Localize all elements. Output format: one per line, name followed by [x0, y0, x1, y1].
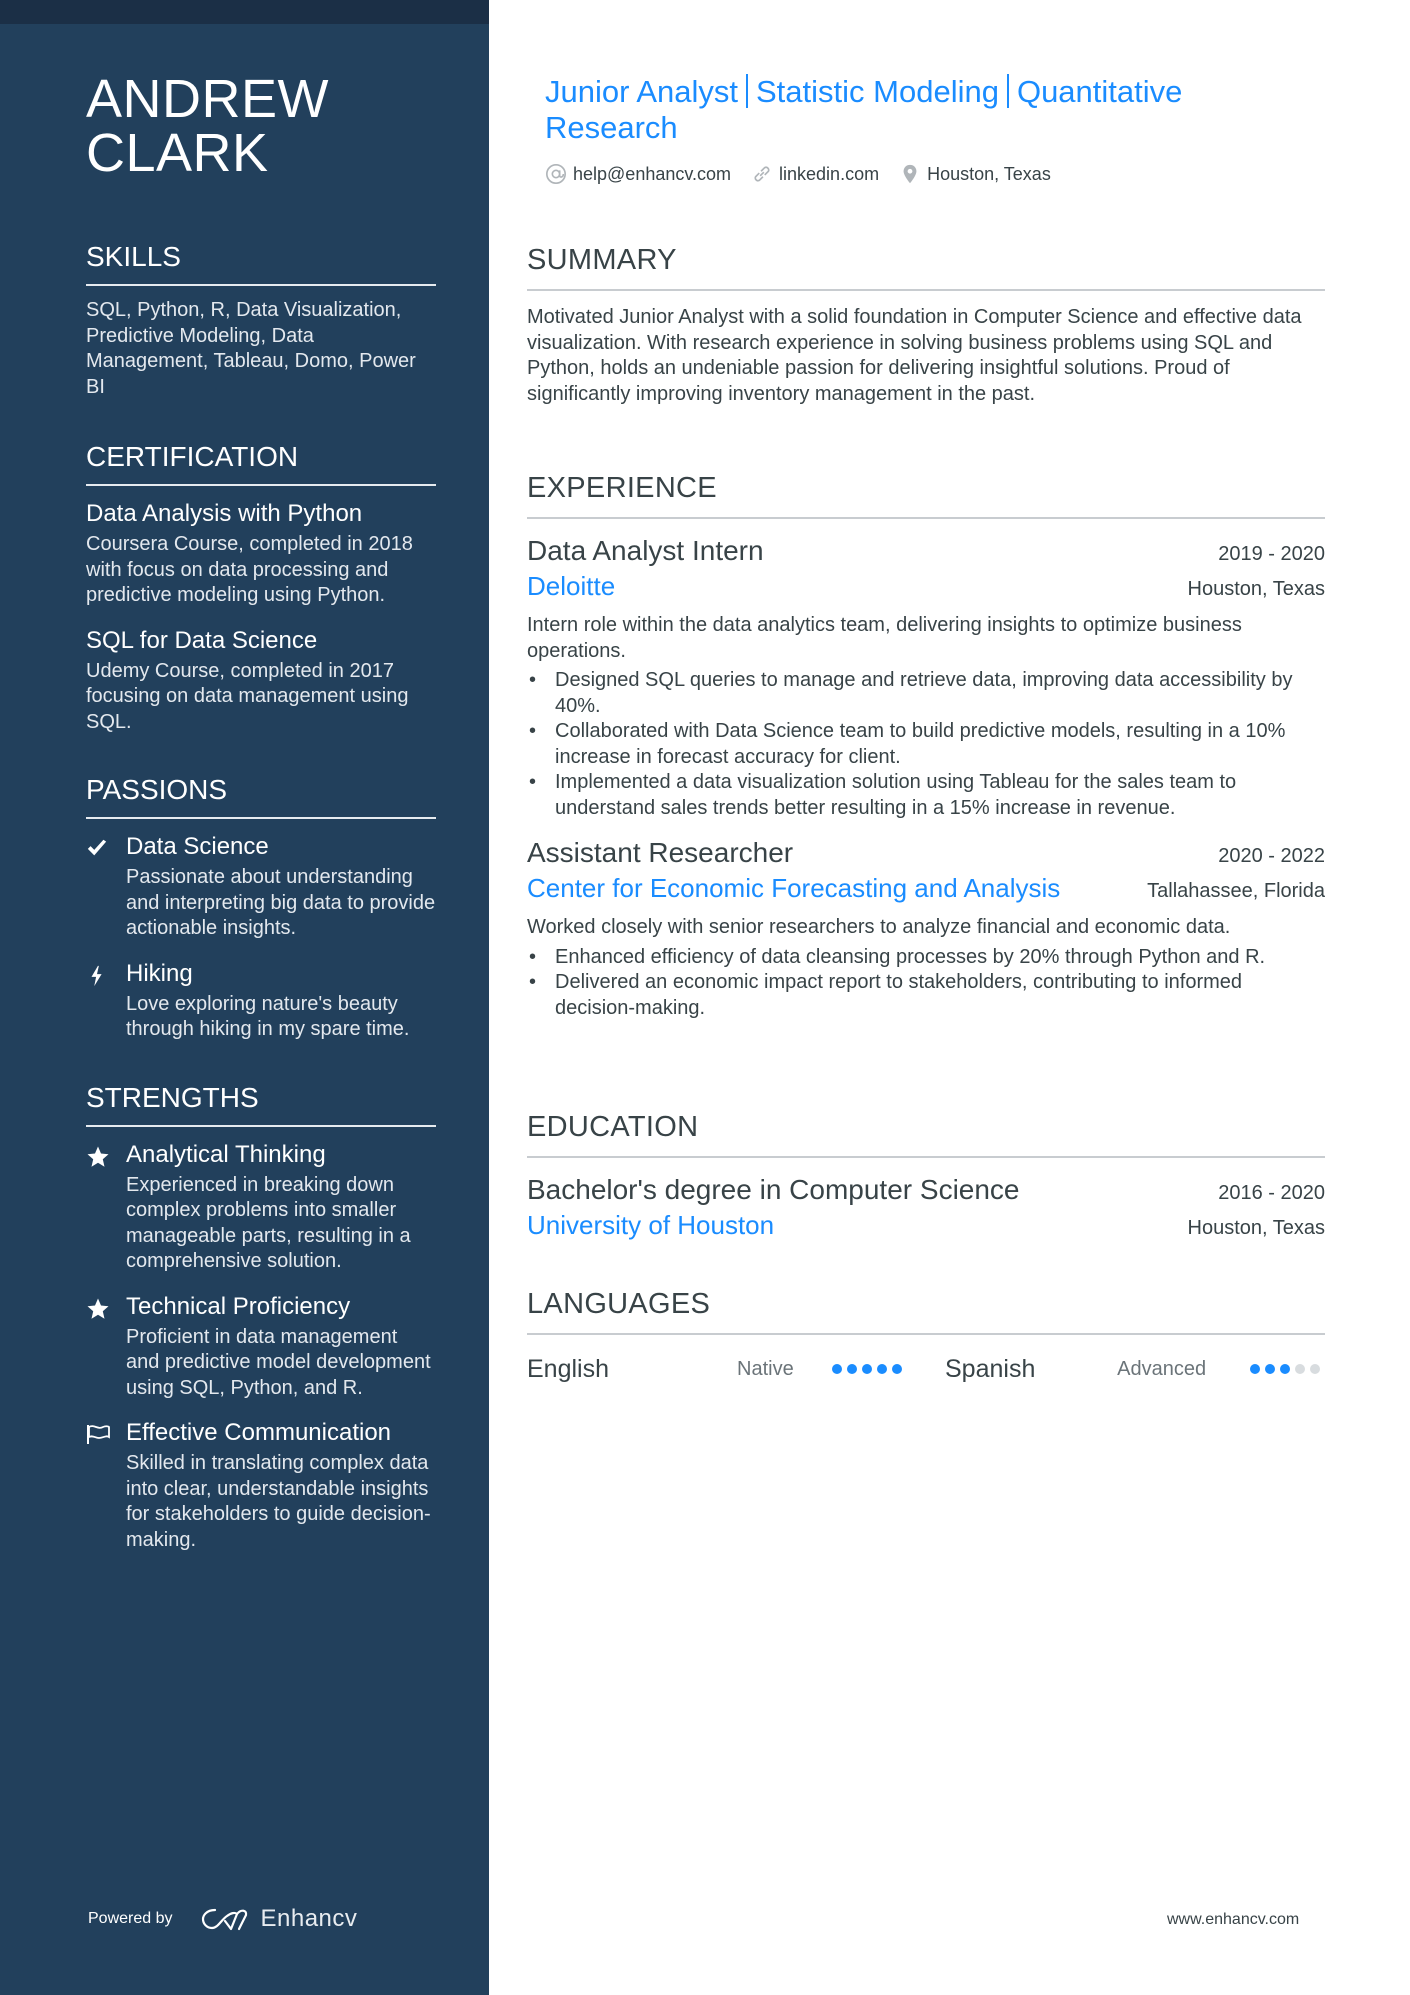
passion-description: Passionate about understanding and interpreting big data to provide actionable insights. [126, 866, 436, 939]
location-text: Houston, Texas [927, 163, 1051, 184]
footer-url[interactable]: www.enhancv.com [1167, 1911, 1300, 1928]
summary-title: SUMMARY [527, 243, 1325, 291]
rating-dot-filled [1280, 1364, 1290, 1374]
sidebar [0, 0, 489, 1995]
job-bullets [527, 945, 1325, 1022]
at-icon [545, 163, 567, 185]
passion-item [86, 831, 436, 942]
certification-item [86, 498, 436, 609]
powered-by [88, 1905, 357, 1933]
job-role: Assistant Researcher [527, 837, 794, 868]
contact-info [545, 163, 1071, 185]
job-dates: 2019 - 2020 [1218, 543, 1325, 565]
name-last: CLARK [86, 123, 269, 183]
headline-part: Junior Analyst [545, 74, 738, 109]
language-level: Native [737, 1357, 794, 1380]
certification-description: Coursera Course, completed in 2018 with focus on data processing and predictive modeling using Python. [86, 533, 413, 606]
strength-title: Analytical Thinking [126, 1140, 326, 1168]
star-icon [86, 1297, 110, 1321]
link-icon [751, 163, 773, 185]
job-dates: 2020 - 2022 [1218, 845, 1325, 867]
passion-title: Hiking [126, 959, 193, 987]
linkedin-text: linkedin.com [779, 163, 880, 184]
experience-entry [527, 533, 1325, 821]
bullet-item: • Designed SQL queries to manage and retrieve data, improving data accessibility by 40%. [527, 668, 1325, 719]
rating-dot-filled [832, 1364, 842, 1374]
star-icon [86, 1145, 110, 1169]
contact-linkedin[interactable] [751, 163, 879, 185]
strength-description: Skilled in translating complex data into clear, understandable insights for stakeholders to guide decision-making. [126, 1452, 431, 1551]
certification-section [86, 440, 436, 735]
languages-row [527, 1349, 1325, 1389]
strengths-section [86, 1081, 436, 1554]
job-location: Tallahassee, Florida [1147, 880, 1325, 902]
passions-title: PASSIONS [86, 773, 436, 819]
certification-description: Udemy Course, completed in 2017 focusing on data management using SQL. [86, 659, 409, 733]
experience-section [527, 471, 1325, 1035]
name-first: ANDREW [86, 69, 329, 129]
rating-dot-filled [877, 1364, 887, 1374]
lightning-bolt-icon [86, 964, 110, 988]
rating-dot-filled [892, 1364, 902, 1374]
education-dates: 2016 - 2020 [1218, 1182, 1325, 1204]
rating-dot-empty [1295, 1364, 1305, 1374]
rating-dot-filled [862, 1364, 872, 1374]
certification-name: SQL for Data Science [86, 626, 318, 654]
skills-title: SKILLS [86, 240, 436, 286]
skills-list: SQL, Python, R, Data Visualization, Predictive Modeling, Data Management, Tableau, Domo, Power BI [86, 299, 416, 398]
checkmark-icon [86, 837, 110, 861]
candidate-name [86, 69, 436, 183]
job-bullets [527, 668, 1325, 821]
strength-item [86, 1291, 436, 1402]
education-entry [527, 1172, 1325, 1242]
rating-dot-empty [1310, 1364, 1320, 1374]
language-rating-dots [1250, 1364, 1325, 1374]
language-name: English [527, 1354, 609, 1383]
experience-title: EXPERIENCE [527, 471, 1325, 519]
certification-item [86, 625, 436, 736]
rating-dot-filled [847, 1364, 857, 1374]
job-location: Houston, Texas [1187, 578, 1325, 600]
headline-separator [746, 74, 748, 108]
bullet-item: • Delivered an economic impact report to stakeholders, contributing to informed decision-making. [527, 970, 1325, 1021]
job-description: Intern role within the data analytics team, delivering insights to optimize business operations. [527, 614, 1242, 662]
languages-title: LANGUAGES [527, 1287, 1325, 1335]
language-item [945, 1355, 1325, 1384]
language-name: Spanish [945, 1354, 1036, 1383]
rating-dot-filled [1265, 1364, 1275, 1374]
enhancv-logo-icon [201, 1906, 249, 1932]
passion-title: Data Science [126, 833, 269, 860]
bullet-item: • Enhanced efficiency of data cleansing processes by 20% through Python and R. [527, 945, 1325, 971]
languages-section [527, 1287, 1325, 1389]
passions-section [86, 773, 436, 1043]
enhancv-logo-text: Enhancv [260, 1905, 358, 1932]
strength-title: Technical Proficiency [126, 1292, 351, 1320]
job-description: Worked closely with senior researchers to analyze financial and economic data. [527, 916, 1231, 938]
strength-description: Experienced in breaking down complex problems into smaller manageable parts, resulting in a comprehensive solution. [126, 1173, 411, 1272]
bullet-item: • Collaborated with Data Science team to build predictive models, resulting in a 10% increase in forecast accuracy for client. [527, 719, 1325, 770]
headline-separator [1007, 74, 1009, 108]
contact-location [899, 163, 1051, 185]
education-location: Houston, Texas [1187, 1217, 1325, 1239]
powered-by-label: Powered by [88, 1910, 173, 1927]
degree: Bachelor's degree in Computer Science [527, 1174, 1020, 1205]
education-section [527, 1110, 1325, 1256]
education-title: EDUCATION [527, 1110, 1325, 1158]
location-pin-icon [899, 163, 921, 185]
email-text: help@enhancv.com [573, 163, 732, 184]
experience-entry [527, 835, 1325, 1021]
enhancv-logo[interactable] [201, 1905, 358, 1933]
strengths-title: STRENGTHS [86, 1081, 436, 1127]
school: University of Houston [527, 1210, 775, 1240]
strength-item [86, 1417, 436, 1553]
language-rating-dots [832, 1364, 907, 1374]
sidebar-top-band [0, 0, 489, 24]
flag-icon [86, 1423, 110, 1447]
contact-email[interactable] [545, 163, 731, 185]
passion-item [86, 958, 436, 1043]
language-item [527, 1355, 945, 1384]
job-company: Center for Economic Forecasting and Analysis [527, 873, 1061, 903]
summary-text: Motivated Junior Analyst with a solid foundation in Computer Science and effective data visualization. With research experience in solving business problems using SQL and Python, holds an undeniable passion for delivering insightful solutions. Proud of significantly improving inventory management in the past. [527, 306, 1302, 405]
passion-description: Love exploring nature's beauty through hiking in my spare time. [126, 992, 410, 1040]
headline-part: Quantitative Research [545, 74, 1183, 145]
skills-section [86, 240, 436, 400]
headline-part: Statistic Modeling [756, 74, 999, 109]
strength-item [86, 1139, 436, 1275]
certification-title: CERTIFICATION [86, 440, 436, 486]
rating-dot-filled [1250, 1364, 1260, 1374]
summary-section [527, 243, 1325, 407]
job-role: Data Analyst Intern [527, 535, 764, 566]
strength-description: Proficient in data management and predictive model development using SQL, Python, and R. [126, 1325, 431, 1399]
strength-title: Effective Communication [126, 1419, 392, 1446]
language-level: Advanced [1117, 1357, 1207, 1380]
job-company: Deloitte [527, 571, 616, 601]
certification-name: Data Analysis with Python [86, 500, 363, 527]
bullet-item: • Implemented a data visualization solution using Tableau for the sales team to understand sales trends better resulting in a 15% increase in revenue. [527, 770, 1325, 821]
headline [545, 74, 1305, 146]
